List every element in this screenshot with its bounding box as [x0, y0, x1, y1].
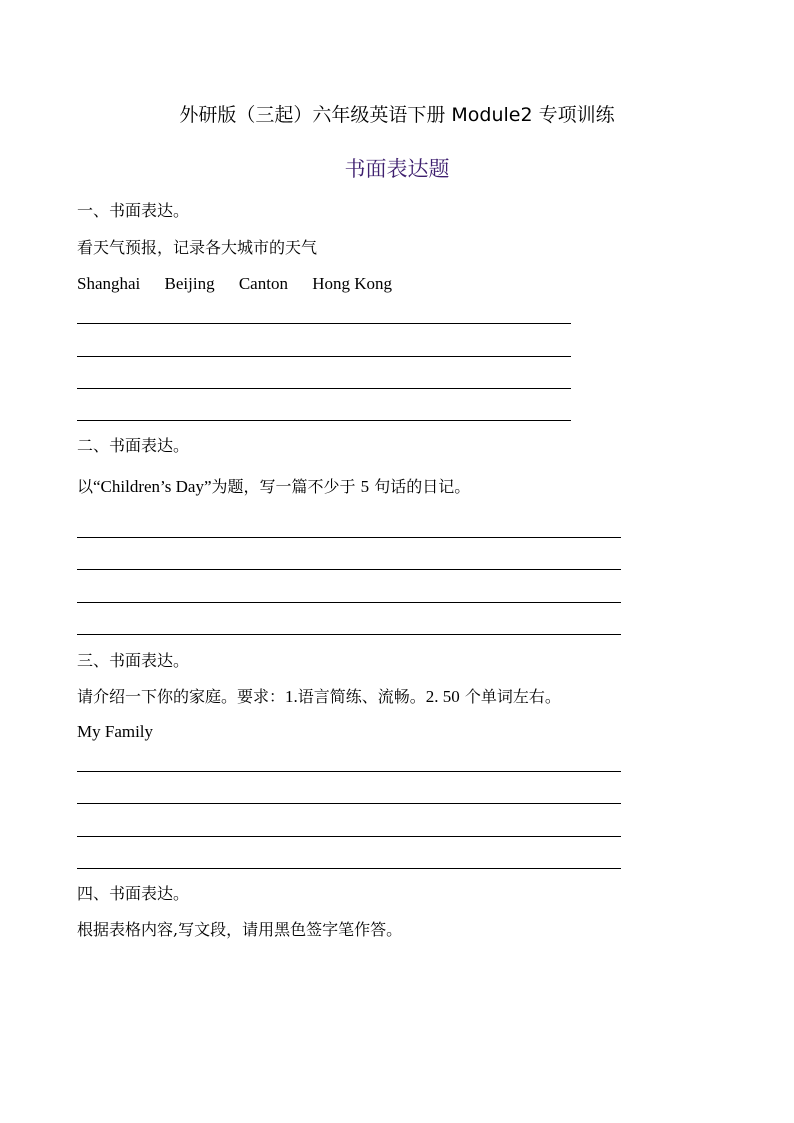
answer-line[interactable] [77, 537, 621, 538]
section1-instruction: 看天气预报，记录各大城市的天气 [77, 238, 318, 257]
answer-line[interactable] [77, 569, 621, 570]
section4-heading: 四、书面表达。 [77, 884, 190, 903]
section4-instruction: 根据表格内容,写文段，请用黑色签字笔作答。 [77, 920, 403, 939]
page-subtitle: 书面表达题 [344, 157, 450, 181]
answer-line[interactable] [77, 323, 571, 324]
section3-instruction: 请介绍一下你的家庭。要求：1.语言简练、流畅。2. 50 个单词左右。 [77, 687, 561, 706]
answer-line[interactable] [77, 420, 571, 421]
page-title: 外研版（三起）六年级英语下册 Module2 专项训练 [179, 104, 615, 126]
answer-line[interactable] [77, 771, 621, 772]
answer-line[interactable] [77, 356, 571, 357]
section3-topic: My Family [77, 722, 154, 741]
city-list [77, 273, 412, 295]
city-canton: Canton [238, 274, 288, 293]
answer-line[interactable] [77, 803, 621, 804]
city-beijing: Beijing [164, 274, 215, 293]
answer-line[interactable] [77, 634, 621, 635]
section2-heading: 二、书面表达。 [77, 436, 190, 455]
answer-line[interactable] [77, 868, 621, 869]
city-hong-kong: Hong Kong [312, 274, 393, 293]
section3-heading: 三、书面表达。 [77, 651, 190, 670]
answer-line[interactable] [77, 602, 621, 603]
quote-childrens-day: “Children’s Day” [93, 477, 212, 496]
section1-heading: 一、书面表达。 [77, 201, 190, 220]
answer-line[interactable] [77, 836, 621, 837]
city-shanghai: Shanghai [77, 274, 141, 293]
answer-line[interactable] [77, 388, 571, 389]
section2-instruction: 以“Children’s Day”为题，写一篇不少于 5 句话的日记。 [77, 477, 471, 496]
